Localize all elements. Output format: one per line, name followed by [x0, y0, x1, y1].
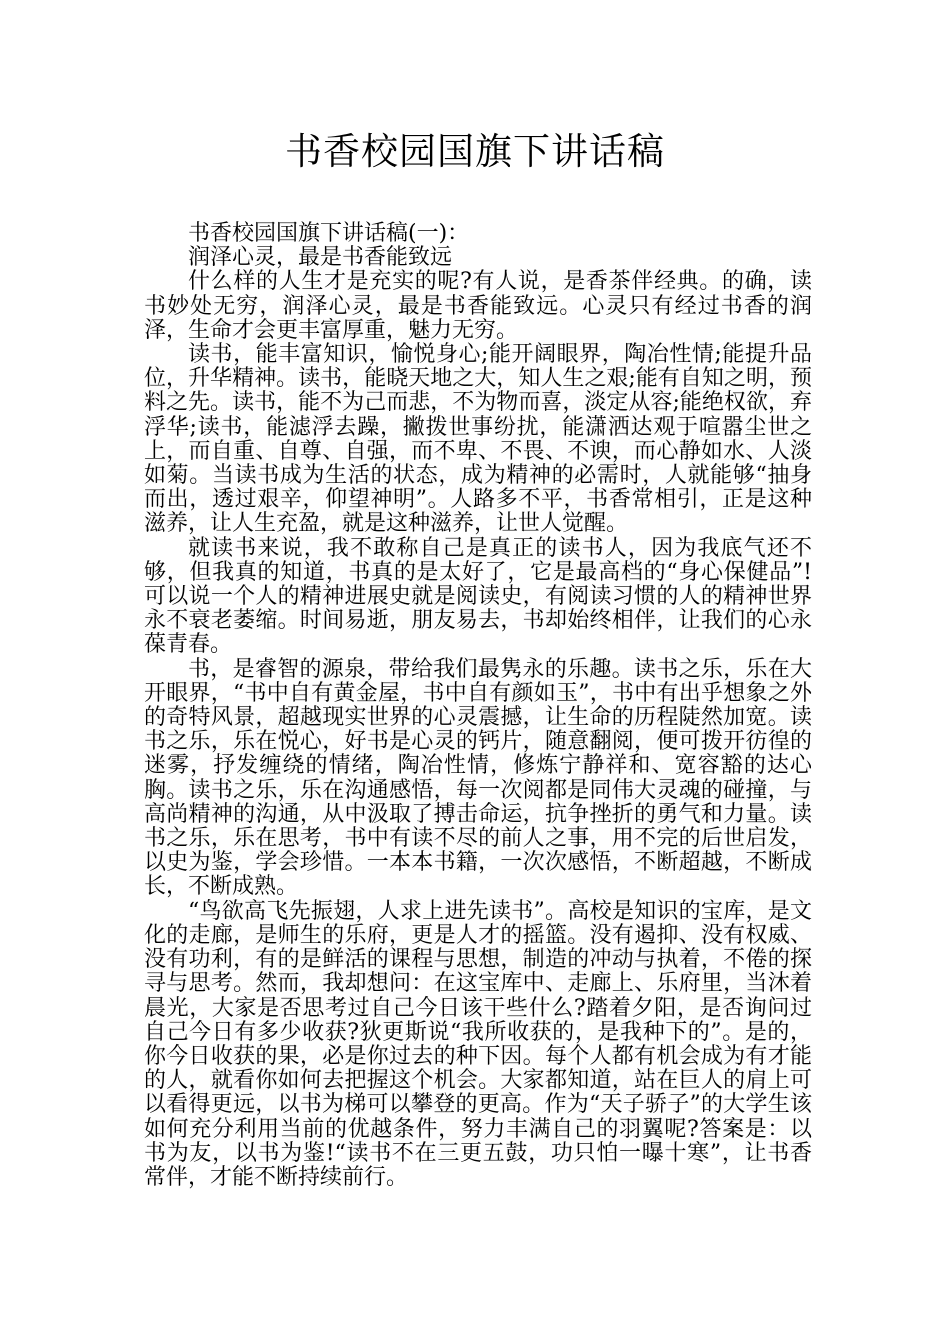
body-paragraph-1: 什么样的人生才是充实的呢?有人说，是香茶伴经典。的确，读书妙处无穷，润泽心灵，最是书香能致远。心灵只有经过书香的润泽，生命才会更丰富厚重，魅力无穷。 [144, 269, 812, 343]
body-paragraph-4: 书，是睿智的源泉，带给我们最隽永的乐趣。读书之乐，乐在大开眼界，“书中自有黄金屋，书中自有颜如玉”，书中有出乎想象之外的奇特风景，超越现实世界的心灵震撼，让生命的历程陡然加宽。读书之乐，乐在悦心，好书是心灵的钙片，随意翻阅，便可拨开彷徨的迷雾，抒发缠绕的情绪，陶冶性情，修炼宁静祥和、宽容豁的达心胸。读书之乐，乐在沟通感悟，每一次阅都是同伟大灵魂的碰撞，与高尚精神的沟通，从中汲取了搏击命运，抗争挫折的勇气和力量。读书之乐，乐在思考，书中有读不尽的前人之事，用不完的后世启发，以史为鉴，学会珍惜。一本本书籍，一次次感悟，不断超越，不断成长，不断成熟。 [144, 656, 812, 900]
subtitle-paragraph: 书香校园国旗下讲话稿(一)： [188, 221, 470, 246]
body-paragraph-5: “鸟欲高飞先振翅，人求上进先读书”。高校是知识的宝库，是文化的走廊，是师生的乐府，更是人才的摇篮。没有遏抑、没有权威、没有功利，有的是鲜活的课程与思想，制造的冲动与执着，不倦的探寻与思考。然而，我却想问：在这宝库中、走廊上、乐府里，当沐着晨光，大家是否思考过自己今日该干些什么?踏着夕阳，是否询问过自己今日有多少收获?狄更斯说“我所收获的，是我种下的”。是的，你今日收获的果，必是你过去的种下因。每个人都有机会成为有才能的人，就看你如何去把握这个机会。大家都知道，站在巨人的肩上可以看得更远，以书为梯可以攀登的更高。作为“天子骄子”的大学生该如何充分利用当前的优越条件，努力丰满自己的羽翼呢?答案是：以书为友，以书为鉴!“读书不在三更五鼓，功只怕一曝十寒”，让书香常伴，才能不断持续前行。 [144, 898, 812, 1190]
body-paragraph-3: 就读书来说，我不敢称自己是真正的读书人，因为我底气还不够，但我真的知道，书真的是太好了，它是最高档的“身心保健品”!可以说一个人的精神进展史就是阅读史，有阅读习惯的人的精神世界永不衰老萎缩。时间易逝，朋友易去，书却始终相伴，让我们的心永葆青春。 [144, 535, 812, 658]
document-title: 书香校园国旗下讲话稿 [285, 130, 665, 173]
body-paragraph-2: 读书，能丰富知识，愉悦身心;能开阔眼界，陶冶性情;能提升品位，升华精神。读书，能晓天地之大，知人生之艰;能有自知之明，预料之先。读书，能不为己而悲，不为物而喜，淡定从容;能绝权欲，弃浮华;读书，能滤浮去躁，撇拨世事纷扰，能潇洒达观于喧嚣尘世之上，而自重、自尊、自强，而不卑、不畏、不谀，而心静如水、人淡如菊。当读书成为生活的状态，成为精神的必需时，人就能够“抽身而出，透过艰辛，仰望神明”。人路多不平，书香常相引，正是这种滋养，让人生充盈，就是这种滋养，让世人觉醒。 [144, 342, 812, 537]
document-body [144, 222, 812, 1190]
heading-paragraph: 润泽心灵，最是书香能致远 [188, 245, 453, 271]
